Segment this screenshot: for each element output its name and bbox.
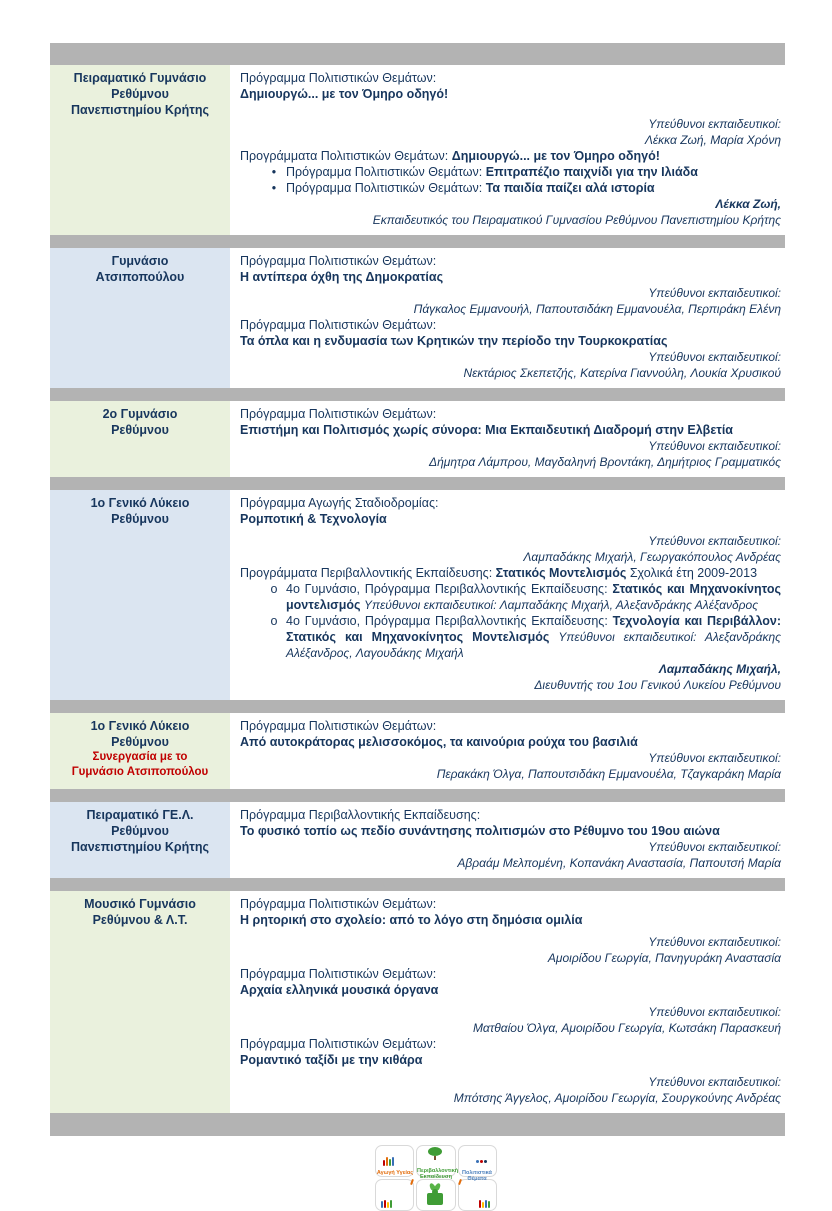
row-content bbox=[230, 248, 785, 388]
blank-line bbox=[240, 102, 781, 116]
school-row bbox=[50, 248, 785, 388]
logo-label-health: Αγωγή Υγείας bbox=[376, 1170, 414, 1176]
row-content bbox=[230, 891, 785, 1113]
school-row bbox=[50, 401, 785, 477]
program-type-label: Πρόγραμμα Πολιτιστικών Θεμάτων: bbox=[240, 897, 437, 911]
program-title: Ρομαντικό ταξίδι με την κιθάρα bbox=[240, 1053, 423, 1067]
bullet-text bbox=[286, 581, 781, 613]
program-type-label: Πρόγραμμα Περιβαλλοντικής Εκπαίδευσης: bbox=[240, 808, 481, 822]
text-segment: Πρόγραμμα Πολιτιστικών Θεμάτων: bbox=[286, 165, 486, 179]
responsible-label: Υπεύθυνοι εκπαιδευτικοί: bbox=[648, 117, 781, 131]
responsible-label: Υπεύθυνοι εκπαιδευτικοί: bbox=[648, 350, 781, 364]
program-title: Δημιουργώ... με τον Όμηρο οδηγό! bbox=[240, 87, 449, 101]
program-title: Ρομποτική & Τεχνολογία bbox=[240, 512, 387, 526]
text-segment: Σχολικά έτη 2009-2013 bbox=[629, 566, 758, 580]
teacher-names: Νεκτάριος Σκεπετζής, Κατερίνα Γιαννούλη, Λουκία Χρυσικού bbox=[463, 366, 781, 380]
program-type-label: Πρόγραμμα Αγωγής Σταδιοδρομίας: bbox=[240, 496, 439, 510]
program-bullet-item bbox=[262, 180, 781, 196]
school-name: Ρεθύμνου bbox=[111, 512, 169, 526]
responsible-label: Υπεύθυνοι εκπαιδευτικοί: bbox=[648, 534, 781, 548]
school-row bbox=[50, 891, 785, 1113]
puzzle-piece-icon bbox=[427, 1193, 443, 1205]
program-type-label: Πρόγραμμα Πολιτιστικών Θεμάτων: bbox=[240, 254, 437, 268]
books-icon bbox=[479, 1190, 491, 1208]
text-segment: Τεχνολογία και Περιβάλλον: Στατικός και Μηχανοκίνητος Μοντελισμός bbox=[286, 614, 781, 644]
text-segment: Υπεύθυνοι εκπαιδευτικοί: Λαμπαδάκης Μιχαήλ, Αλεξανδράκης Αλέξανδρος bbox=[363, 598, 759, 612]
puzzle-tile bbox=[458, 1179, 497, 1211]
school-name: Ρεθύμνου & Λ.Τ. bbox=[92, 913, 188, 927]
logo-label-culture: Πολιτιστικά Θέματα bbox=[462, 1170, 492, 1182]
program-mixed-line bbox=[240, 565, 781, 581]
programs-puzzle-logo bbox=[375, 1145, 497, 1211]
school-row bbox=[50, 490, 785, 700]
program-type-label: Πρόγραμμα Πολιτιστικών Θεμάτων: bbox=[240, 967, 437, 981]
text-segment: Στατικός Μοντελισμός bbox=[495, 566, 630, 580]
separator-bar bbox=[50, 477, 785, 490]
teacher-names: Δήμητρα Λάμπρου, Μαγδαληνή Βροντάκη, Δημήτριος Γραμματικός bbox=[429, 455, 781, 469]
bullet-text bbox=[286, 164, 781, 180]
school-row bbox=[50, 65, 785, 235]
program-type-label: Πρόγραμμα Πολιτιστικών Θεμάτων: bbox=[240, 71, 437, 85]
teacher-names: Αβραάμ Μελπομένη, Κοπανάκη Αναστασία, Παπουτσή Μαρία bbox=[457, 856, 781, 870]
teacher-names: Μπότσης Άγγελος, Αμοιρίδου Γεωργία, Σουργκούνης Ανδρέας bbox=[453, 1091, 781, 1105]
program-type-label: Πρόγραμμα Πολιτιστικών Θεμάτων: bbox=[240, 318, 437, 332]
program-type-label: Πρόγραμμα Πολιτιστικών Θεμάτων: bbox=[240, 719, 437, 733]
collaboration-note: Συνεργασία με το bbox=[92, 751, 188, 763]
school-name: Πανεπιστημίου Κρήτης bbox=[70, 840, 210, 854]
text-segment: Τα παιδία παίζει αλά ιστορία bbox=[485, 181, 655, 195]
teacher-names: Ματθαίου Όλγα, Αμοιρίδου Γεωργία, Κωτσάκη Παρασκευή bbox=[472, 1021, 781, 1035]
row-content bbox=[230, 65, 785, 235]
school-name-cell bbox=[50, 891, 230, 1113]
bullet-text bbox=[286, 613, 781, 661]
signature-role: Διευθυντής του 1ου Γενικού Λυκείου Ρεθύμνου bbox=[534, 678, 781, 692]
school-name: Ατσιποπούλου bbox=[95, 270, 185, 284]
school-rows-container bbox=[50, 65, 785, 1136]
figures-icon bbox=[476, 1150, 488, 1168]
text-segment: Προγράμματα Πολιτιστικών Θεμάτων: bbox=[240, 149, 452, 163]
text-segment: Δημιουργώ... με τον Όμηρο οδηγό! bbox=[451, 149, 660, 163]
separator-bar bbox=[50, 235, 785, 248]
teacher-names: Αμοιρίδου Γεωργία, Πανηγυράκη Αναστασία bbox=[547, 951, 781, 965]
bullet-marker: • bbox=[271, 165, 277, 179]
school-row bbox=[50, 713, 785, 789]
books-icon bbox=[381, 1190, 393, 1208]
signature-name: Λέκκα Ζωή, bbox=[715, 197, 781, 211]
separator-bar bbox=[50, 1113, 785, 1136]
teacher-names: Πάγκαλος Εμμανουήλ, Παπουτσιδάκη Εμμανουέλα, Περπιράκη Ελένη bbox=[413, 302, 781, 316]
bullet-marker: • bbox=[271, 181, 277, 195]
row-content bbox=[230, 802, 785, 878]
responsible-label: Υπεύθυνοι εκπαιδευτικοί: bbox=[648, 935, 781, 949]
school-name: Πειραματικό Γυμνάσιο bbox=[73, 71, 207, 85]
school-name-cell bbox=[50, 490, 230, 700]
school-name: 1ο Γενικό Λύκειο bbox=[90, 496, 190, 510]
school-name: 2ο Γυμνάσιο bbox=[102, 407, 178, 421]
signature-name: Λαμπαδάκης Μιχαήλ, bbox=[658, 662, 781, 676]
separator-bar bbox=[50, 388, 785, 401]
school-name-cell bbox=[50, 401, 230, 477]
school-name: Ρεθύμνου bbox=[111, 87, 169, 101]
program-bullet-item bbox=[262, 581, 781, 613]
bullet-text bbox=[286, 180, 781, 196]
collaboration-note: Γυμνάσιο Ατσιποπούλου bbox=[71, 766, 209, 778]
text-segment: 4ο Γυμνάσιο, Πρόγραμμα Περιβαλλοντικής Εκπαίδευσης: bbox=[286, 614, 613, 628]
row-content bbox=[230, 490, 785, 700]
school-name: Πειραματικό ΓΕ.Λ. bbox=[86, 808, 194, 822]
school-name-cell bbox=[50, 802, 230, 878]
program-title: Αρχαία ελληνικά μουσικά όργανα bbox=[240, 983, 439, 997]
school-name-cell bbox=[50, 713, 230, 789]
program-bullet-item bbox=[262, 613, 781, 661]
responsible-label: Υπεύθυνοι εκπαιδευτικοί: bbox=[648, 751, 781, 765]
colored-bars-icon bbox=[383, 1148, 395, 1166]
program-type-label: Πρόγραμμα Πολιτιστικών Θεμάτων: bbox=[240, 1037, 437, 1051]
separator-bar bbox=[50, 700, 785, 713]
tree-icon bbox=[428, 1147, 442, 1160]
program-mixed-line bbox=[240, 148, 781, 164]
text-segment: Στατικός και Μηχανοκίνητος μοντελισμός bbox=[286, 582, 781, 612]
row-content bbox=[230, 713, 785, 789]
responsible-label: Υπεύθυνοι εκπαιδευτικοί: bbox=[648, 286, 781, 300]
program-type-label: Πρόγραμμα Πολιτιστικών Θεμάτων: bbox=[240, 407, 437, 421]
program-title: Από αυτοκράτορας μελισσοκόμος, τα καινούρια ρούχα του βασιλιά bbox=[240, 735, 638, 749]
school-name: Ρεθύμνου bbox=[111, 735, 169, 749]
school-name: Μουσικό Γυμνάσιο bbox=[84, 897, 196, 911]
teacher-names: Περακάκη Όλγα, Παπουτσιδάκη Εμμανουέλα, Τζαγκαράκη Μαρία bbox=[436, 767, 781, 781]
program-title: Επιστήμη και Πολιτισμός χωρίς σύνορα: Μια Εκπαιδευτική Διαδρομή στην Ελβετία bbox=[240, 423, 733, 437]
program-bullet-item bbox=[262, 164, 781, 180]
program-title: Η αντίπερα όχθη της Δημοκρατίας bbox=[240, 270, 444, 284]
school-name: 1ο Γενικό Λύκειο bbox=[90, 719, 190, 733]
school-name: Γυμνάσιο bbox=[111, 254, 169, 268]
text-segment: 4ο Γυμνάσιο, Πρόγραμμα Περιβαλλοντικής Εκπαίδευσης: bbox=[286, 582, 613, 596]
footer bbox=[50, 1145, 785, 1211]
school-row bbox=[50, 802, 785, 878]
text-segment: Υπεύθυνοι εκπαιδευτικοί: Αλεξανδράκης Αλέξανδρος, Λαγουδάκης Μιχαήλ bbox=[286, 630, 782, 660]
teacher-names: Λαμπαδάκης Μιχαήλ, Γεωργακόπουλος Ανδρέας bbox=[523, 550, 781, 564]
program-title: Η ρητορική στο σχολείο: από το λόγο στη δημόσια ομιλία bbox=[240, 913, 583, 927]
responsible-label: Υπεύθυνοι εκπαιδευτικοί: bbox=[648, 439, 781, 453]
school-name: Πανεπιστημίου Κρήτης bbox=[70, 103, 210, 117]
responsible-label: Υπεύθυνοι εκπαιδευτικοί: bbox=[648, 1075, 781, 1089]
school-name-cell bbox=[50, 248, 230, 388]
separator-bar bbox=[50, 43, 785, 65]
text-segment: Προγράμματα Περιβαλλοντικής Εκπαίδευσης: bbox=[240, 566, 496, 580]
logo-label-environment: Περιβαλλοντική Εκπαίδευση bbox=[417, 1168, 459, 1180]
text-segment: Πρόγραμμα Πολιτιστικών Θεμάτων: bbox=[286, 181, 486, 195]
text-segment: Επιτραπέζιο παιχνίδι για την Ιλιάδα bbox=[485, 165, 698, 179]
bullet-marker: o bbox=[270, 614, 278, 628]
school-name: Ρεθύμνου bbox=[111, 824, 169, 838]
row-content bbox=[230, 401, 785, 477]
program-title: Το φυσικό τοπίο ως πεδίο συνάντησης πολιτισμών στο Ρέθυμνο του 19ου αιώνα bbox=[240, 824, 720, 838]
signature-role: Εκπαιδευτικός του Πειραματικού Γυμνασίου Ρεθύμνου Πανεπιστημίου Κρήτης bbox=[372, 213, 781, 227]
bullet-marker: o bbox=[270, 582, 278, 596]
responsible-label: Υπεύθυνοι εκπαιδευτικοί: bbox=[648, 1005, 781, 1019]
school-name-cell bbox=[50, 65, 230, 235]
responsible-label: Υπεύθυνοι εκπαιδευτικοί: bbox=[648, 840, 781, 854]
teacher-names: Λέκκα Ζωή, Μαρία Χρόνη bbox=[644, 133, 781, 147]
program-title: Τα όπλα και η ενδυμασία των Κρητικών την περίοδο την Τουρκοκρατίας bbox=[240, 334, 668, 348]
separator-bar bbox=[50, 878, 785, 891]
school-name: Ρεθύμνου bbox=[111, 423, 169, 437]
document-page bbox=[50, 43, 785, 1211]
separator-bar bbox=[50, 789, 785, 802]
